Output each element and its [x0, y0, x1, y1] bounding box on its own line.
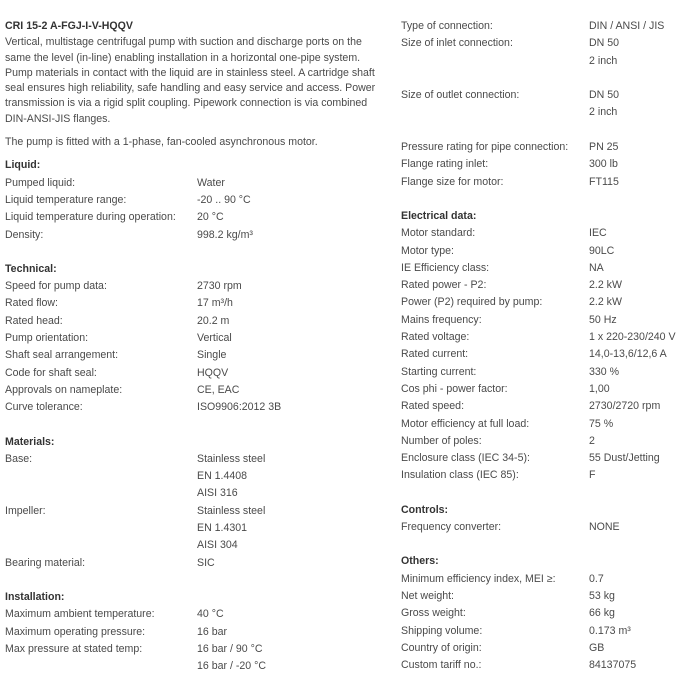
spec-values [589, 35, 696, 70]
spec-value: Vertical [197, 332, 232, 345]
spec-values [197, 295, 385, 312]
spec-label: Motor type: [401, 244, 454, 257]
spec-value: 0.7 [589, 572, 604, 585]
left-column [5, 18, 385, 675]
spec-value: IEC [589, 227, 607, 240]
spec-label: Rated voltage: [401, 331, 470, 344]
spec-values [589, 346, 696, 363]
spec-values [197, 192, 385, 209]
spec-row [5, 382, 385, 399]
spec-label: Pump orientation: [5, 332, 89, 345]
spec-row [401, 519, 696, 536]
spec-label: Pressure rating for pipe connection: [401, 141, 569, 154]
spec-rows [5, 606, 385, 675]
spec-label: Flange rating inlet: [401, 158, 489, 171]
spec-values [589, 623, 696, 640]
spec-row [401, 605, 696, 622]
spec-value: 90LC [589, 244, 615, 257]
spec-rows [5, 278, 385, 416]
spec-value: 1,00 [589, 382, 610, 395]
spec-value: 16 bar / -20 °C [197, 660, 267, 673]
spec-value: GB [589, 641, 605, 654]
spec-value: Stainless steel [197, 452, 266, 465]
spec-label: Frequency converter: [401, 521, 502, 534]
spec-row [5, 641, 385, 676]
section-title: Controls: [401, 503, 449, 516]
spec-label: Approvals on nameplate: [5, 383, 123, 396]
spec-values [589, 605, 696, 622]
spec-rows [5, 175, 385, 244]
spec-label: Motor efficiency at full load: [401, 417, 530, 430]
spec-value: PN 25 [589, 141, 619, 154]
spec-row [401, 623, 696, 640]
spec-value: 1 x 220-230/240 V [589, 331, 676, 344]
spec-row [5, 330, 385, 347]
spec-value: 50 Hz [589, 313, 617, 326]
spec-row [401, 174, 696, 191]
spec-row [5, 175, 385, 192]
section-title: Electrical data: [401, 209, 477, 222]
spec-row [5, 399, 385, 416]
spec-label: Code for shaft seal: [5, 366, 97, 379]
spec-values [589, 657, 696, 674]
spec-values [589, 260, 696, 277]
spec-row [401, 364, 696, 381]
spec-label: Shaft seal arrangement: [5, 349, 119, 362]
spec-label: Custom tariff no.: [401, 659, 482, 672]
spec-row [401, 122, 696, 139]
spec-label: Maximum operating pressure: [5, 625, 146, 638]
spec-label: Net weight: [401, 589, 454, 602]
spec-values [589, 18, 696, 35]
spec-label: Density: [5, 228, 44, 241]
spec-values [589, 243, 696, 260]
spec-label: Number of poles: [401, 434, 482, 447]
spec-value: DN 50 [589, 37, 620, 50]
spec-value: ISO9906:2012 3B [197, 401, 282, 414]
spec-row [401, 18, 696, 35]
spec-values [197, 451, 385, 503]
spec-label: Base: [5, 452, 33, 465]
spec-label: Mains frequency: [401, 313, 482, 326]
spec-values [589, 433, 696, 450]
spec-values [589, 329, 696, 346]
spec-label: Pumped liquid: [5, 176, 76, 189]
spec-row [5, 503, 385, 555]
section-title: Others: [401, 555, 439, 568]
spec-values [197, 365, 385, 382]
spec-values [589, 450, 696, 467]
spec-value: EN 1.4408 [197, 470, 248, 483]
spec-label: IE Efficiency class: [401, 261, 490, 274]
spec-value: 2.2 kW [589, 296, 622, 309]
spec-row [401, 416, 696, 433]
spec-label: Starting current: [401, 365, 477, 378]
spec-values [197, 209, 385, 226]
spec-value: Single [197, 349, 227, 362]
spec-value: 66 kg [589, 607, 615, 620]
spec-value: DN 50 [589, 89, 620, 102]
liquid-section [5, 157, 385, 243]
spec-value: HQQV [197, 366, 229, 379]
spec-label: Cos phi - power factor: [401, 382, 508, 395]
spec-label: Liquid temperature range: [5, 193, 127, 206]
spec-row [401, 467, 696, 484]
spec-values [589, 640, 696, 657]
spec-row [401, 156, 696, 173]
spec-values [589, 225, 696, 242]
spec-value: Stainless steel [197, 504, 266, 517]
spec-value: 998.2 kg/m³ [197, 228, 253, 241]
installation-section [5, 589, 385, 675]
product-description: Vertical, multistage centrifugal pump with suction and discharge ports on the same the level (in-line) enabling installation in a horizontal one-pipe system. Pump materials in contact with the liquid are in stainless steel. A cartridge shaft seal ensures high reliability, safe handling and easy service and access. Power transmission is via a rigid split coupling. Pipework connection is via combined DIN-ANSI-JIS flanges. [5, 36, 376, 125]
spec-value: 17 m³/h [197, 297, 233, 310]
spec-values [589, 122, 696, 139]
spec-rows [401, 225, 696, 484]
spec-row [401, 243, 696, 260]
spec-row [5, 313, 385, 330]
spec-row [401, 346, 696, 363]
spec-label: Minimum efficiency index, MEI ≥: [401, 572, 556, 585]
spec-value: DIN / ANSI / JIS [589, 20, 665, 32]
spec-value: -20 .. 90 °C [197, 193, 251, 206]
spec-values [589, 467, 696, 484]
spec-row [5, 295, 385, 312]
product-title: CRI 15-2 A-FGJ-I-V-HQQV [5, 20, 133, 32]
spec-label: Max pressure at stated temp: [5, 642, 143, 655]
spec-label: Size of inlet connection: [401, 37, 513, 50]
spec-rows [401, 519, 696, 536]
spec-row [5, 347, 385, 364]
spec-values [197, 399, 385, 416]
spec-value: SIC [197, 556, 215, 569]
spec-label: Enclosure class (IEC 34-5): [401, 452, 530, 465]
section-title: Installation: [5, 590, 65, 603]
spec-value: 2730 rpm [197, 280, 242, 293]
spec-row [401, 294, 696, 311]
spec-label: Flange size for motor: [401, 175, 504, 188]
spec-row [401, 225, 696, 242]
spec-row [5, 451, 385, 503]
spec-value: 2.2 kW [589, 279, 622, 292]
spec-rows [401, 571, 696, 675]
spec-values [197, 313, 385, 330]
spec-row [401, 433, 696, 450]
spec-values [589, 87, 696, 122]
spec-row [5, 227, 385, 244]
spec-row [5, 278, 385, 295]
spec-label: Shipping volume: [401, 624, 483, 637]
spec-value [589, 122, 696, 139]
spec-value: 2730/2720 rpm [589, 400, 661, 413]
spec-row [5, 555, 385, 572]
spec-values [589, 398, 696, 415]
spec-row [401, 312, 696, 329]
spec-label: Rated flow: [5, 297, 58, 310]
spec-row [401, 35, 696, 70]
spec-row [401, 277, 696, 294]
spec-values [589, 364, 696, 381]
connection-section [401, 18, 696, 191]
spec-values [197, 347, 385, 364]
spec-value: 14,0-13,6/12,6 A [589, 348, 667, 361]
spec-values [589, 588, 696, 605]
spec-values [197, 175, 385, 192]
spec-label: Type of connection: [401, 20, 493, 32]
spec-values [197, 606, 385, 623]
spec-row [401, 70, 696, 87]
spec-values [589, 571, 696, 588]
spec-label: Size of outlet connection: [401, 89, 520, 102]
spec-row [401, 329, 696, 346]
spec-value: NA [589, 261, 604, 274]
spec-value: 300 lb [589, 158, 618, 171]
spec-value: 16 bar [197, 625, 228, 638]
spec-values [589, 174, 696, 191]
spec-label: Rated power - P2: [401, 279, 487, 292]
spec-values [589, 381, 696, 398]
spec-rows [5, 451, 385, 572]
spec-row [401, 657, 696, 674]
spec-label: Country of origin: [401, 641, 482, 654]
spec-values [589, 312, 696, 329]
spec-value: 2 inch [589, 54, 618, 67]
spec-value: 53 kg [589, 589, 615, 602]
spec-rows [401, 18, 696, 191]
electrical-section [401, 208, 696, 485]
spec-label: Rated current: [401, 348, 469, 361]
spec-label: Impeller: [5, 504, 46, 517]
spec-values [589, 156, 696, 173]
section-title: Technical: [5, 262, 57, 275]
spec-value: 84137075 [589, 659, 637, 672]
spec-label: Liquid temperature during operation: [5, 211, 176, 224]
spec-row [5, 624, 385, 641]
spec-value: EN 1.4301 [197, 522, 248, 535]
spec-row [5, 365, 385, 382]
spec-label [401, 122, 589, 139]
spec-row [401, 571, 696, 588]
spec-row [401, 398, 696, 415]
spec-value: CE, EAC [197, 383, 240, 396]
spec-row [401, 87, 696, 122]
spec-row [5, 192, 385, 209]
spec-row [5, 209, 385, 226]
spec-values [589, 139, 696, 156]
controls-section [401, 502, 696, 537]
spec-label: Bearing material: [5, 556, 86, 569]
spec-label: Insulation class (IEC 85): [401, 469, 519, 482]
spec-values [197, 503, 385, 555]
spec-value: AISI 316 [197, 487, 238, 500]
spec-values [589, 277, 696, 294]
spec-label: Gross weight: [401, 607, 466, 620]
motor-note: The pump is fitted with a 1-phase, fan-cooled asynchronous motor. [5, 136, 318, 149]
spec-values [197, 624, 385, 641]
spec-values [589, 416, 696, 433]
spec-value: 16 bar / 90 °C [197, 642, 263, 655]
right-column [401, 18, 696, 674]
spec-value: AISI 304 [197, 539, 238, 552]
spec-label: Maximum ambient temperature: [5, 608, 155, 621]
spec-values [197, 555, 385, 572]
spec-value: 20 °C [197, 211, 224, 224]
spec-values [197, 330, 385, 347]
spec-row [401, 139, 696, 156]
spec-values [589, 294, 696, 311]
spec-row [401, 260, 696, 277]
spec-row [401, 450, 696, 467]
spec-value: FT115 [589, 175, 619, 188]
spec-value: 330 % [589, 365, 620, 378]
spec-value: F [589, 469, 596, 482]
spec-value: NONE [589, 521, 620, 534]
spec-values [197, 382, 385, 399]
spec-value: 40 °C [197, 608, 224, 621]
spec-value: 2 inch [589, 106, 618, 119]
spec-values [197, 227, 385, 244]
spec-value: Water [197, 176, 225, 189]
section-title: Liquid: [5, 159, 41, 172]
materials-section [5, 434, 385, 572]
spec-label: Power (P2) required by pump: [401, 296, 543, 309]
spec-value: 0.173 m³ [589, 624, 631, 637]
spec-values [589, 70, 696, 87]
spec-label: Rated speed: [401, 400, 465, 413]
technical-section [5, 261, 385, 417]
spec-value [589, 70, 696, 87]
spec-values [589, 519, 696, 536]
spec-value: 75 % [589, 417, 614, 430]
spec-row [401, 640, 696, 657]
spec-label: Speed for pump data: [5, 280, 107, 293]
spec-row [401, 381, 696, 398]
spec-values [197, 278, 385, 295]
spec-row [5, 606, 385, 623]
spec-values [197, 641, 385, 676]
spec-label: Curve tolerance: [5, 401, 83, 414]
spec-row [401, 588, 696, 605]
spec-value: 20.2 m [197, 314, 230, 327]
others-section [401, 553, 696, 674]
spec-label: Rated head: [5, 314, 63, 327]
section-title: Materials: [5, 435, 55, 448]
spec-value: 55 Dust/Jetting [589, 452, 660, 465]
spec-value: 2 [589, 434, 595, 447]
spec-label [401, 70, 589, 87]
spec-label: Motor standard: [401, 227, 476, 240]
